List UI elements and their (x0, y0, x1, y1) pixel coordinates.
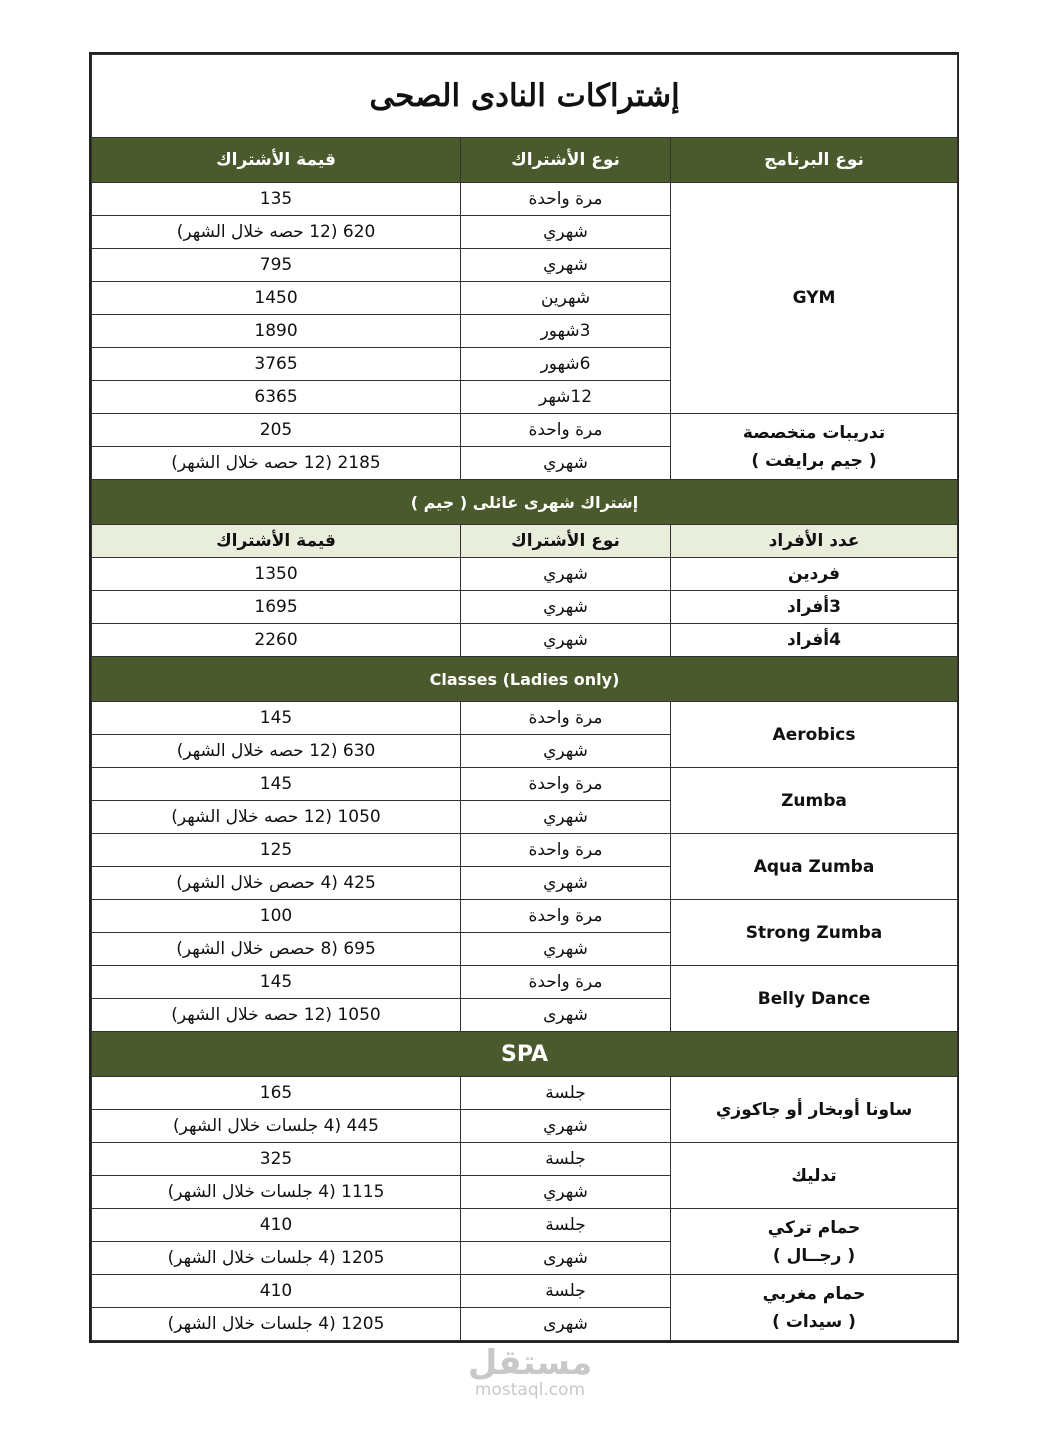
table-row (92, 834, 958, 867)
price-cell: 425 (4 حصص خلال الشهر) (92, 867, 461, 900)
price-cell: 145 (92, 702, 461, 735)
program-name-line2: ( جيم برايفت ) (751, 450, 877, 471)
main-header-row (92, 138, 958, 183)
sub-type-cell: جلسة (461, 1143, 671, 1176)
sub-type-cell: شهري (461, 591, 671, 624)
program-name-line2: ( سيدات ) (772, 1311, 856, 1332)
sub-type-cell: مرة واحدة (461, 768, 671, 801)
price-cell: 620 (12 حصه خلال الشهر) (92, 216, 461, 249)
price-cell: 1205 (4 جلسات خلال الشهر) (92, 1242, 461, 1275)
spa-section-title: SPA (92, 1032, 958, 1077)
price-cell: 100 (92, 900, 461, 933)
sub-type-cell: شهري (461, 1176, 671, 1209)
sub-type-cell: شهري (461, 249, 671, 282)
header-price: قيمة الأشتراك (92, 138, 461, 183)
program-name-line1: حمام مغربي (762, 1283, 866, 1304)
program-zumba: Zumba (671, 768, 958, 834)
sub-type-cell: 3شهور (461, 315, 671, 348)
members-cell: 4أفراد (671, 624, 958, 657)
program-turkish-bath (671, 1209, 958, 1275)
sub-type-cell: جلسة (461, 1275, 671, 1308)
price-cell: 1205 (4 جلسات خلال الشهر) (92, 1308, 461, 1341)
spa-section-row (92, 1032, 958, 1077)
program-gym: GYM (671, 183, 958, 414)
sub-type-cell: مرة واحدة (461, 900, 671, 933)
program-name-line1: تدريبات متخصصة (742, 422, 886, 443)
table-row (92, 183, 958, 216)
price-cell: 410 (92, 1275, 461, 1308)
header-program: نوع البرنامج (671, 138, 958, 183)
price-cell: 325 (92, 1143, 461, 1176)
price-cell: 6365 (92, 381, 461, 414)
table-row (92, 1209, 958, 1242)
price-cell: 630 (12 حصه خلال الشهر) (92, 735, 461, 768)
family-header-row (92, 525, 958, 558)
price-cell: 205 (92, 414, 461, 447)
sub-type-cell: مرة واحدة (461, 183, 671, 216)
sub-type-cell: شهري (461, 801, 671, 834)
table-row (92, 1275, 958, 1308)
price-cell: 795 (92, 249, 461, 282)
family-section-title: إشتراك شهرى عائلى ( جيم ) (92, 480, 958, 525)
sub-type-cell: مرة واحدة (461, 702, 671, 735)
price-cell: 445 (4 جلسات خلال الشهر) (92, 1110, 461, 1143)
classes-section-title: Classes (Ladies only) (92, 657, 958, 702)
sub-type-cell: شهرين (461, 282, 671, 315)
table-row (92, 624, 958, 657)
sub-type-cell: جلسة (461, 1077, 671, 1110)
program-name-line1: تدليك (791, 1165, 837, 1186)
table-row (92, 900, 958, 933)
price-cell: 145 (92, 768, 461, 801)
sub-type-cell: جلسة (461, 1209, 671, 1242)
price-cell: 125 (92, 834, 461, 867)
price-cell: 695 (8 حصص خلال الشهر) (92, 933, 461, 966)
program-moroccan-bath (671, 1275, 958, 1341)
sub-type-cell: شهرى (461, 999, 671, 1032)
price-cell: 2260 (92, 624, 461, 657)
sub-type-cell: مرة واحدة (461, 966, 671, 999)
program-name-line2: ( رجــال ) (772, 1245, 856, 1266)
sub-type-cell: شهري (461, 624, 671, 657)
price-cell: 135 (92, 183, 461, 216)
sub-type-cell: شهري (461, 1110, 671, 1143)
sub-type-cell: شهري (461, 447, 671, 480)
price-cell: 1115 (4 جلسات خلال الشهر) (92, 1176, 461, 1209)
program-name-line1: ساونا أوبخار أو جاكوزي (715, 1099, 913, 1120)
sub-type-cell: شهرى (461, 1242, 671, 1275)
price-cell: 1050 (12 حصه خلال الشهر) (92, 999, 461, 1032)
price-cell: 1450 (92, 282, 461, 315)
program-belly-dance: Belly Dance (671, 966, 958, 1032)
header-sub-type: نوع الأشتراك (461, 525, 671, 558)
program-sauna (671, 1077, 958, 1143)
classes-section-row (92, 657, 958, 702)
sub-type-cell: 6شهور (461, 348, 671, 381)
price-cell: 1695 (92, 591, 461, 624)
sub-type-cell: شهري (461, 867, 671, 900)
price-cell: 1890 (92, 315, 461, 348)
sub-type-cell: 12شهر (461, 381, 671, 414)
program-massage (671, 1143, 958, 1209)
header-sub-type: نوع الأشتراك (461, 138, 671, 183)
subscriptions-table (91, 54, 958, 1341)
program-aerobics: Aerobics (671, 702, 958, 768)
page-title: إشتراكات النادى الصحى (92, 55, 958, 138)
table-row (92, 414, 958, 447)
header-members: عدد الأفراد (671, 525, 958, 558)
program-specialized (671, 414, 958, 480)
members-cell: فردين (671, 558, 958, 591)
sub-type-cell: مرة واحدة (461, 834, 671, 867)
table-row (92, 702, 958, 735)
table-row (92, 966, 958, 999)
price-cell: 3765 (92, 348, 461, 381)
sub-type-cell: شهري (461, 735, 671, 768)
program-aqua-zumba: Aqua Zumba (671, 834, 958, 900)
watermark-arabic: مستقل (467, 1343, 593, 1383)
price-cell: 1350 (92, 558, 461, 591)
table-row (92, 1077, 958, 1110)
price-cell: 145 (92, 966, 461, 999)
subscriptions-sheet (89, 52, 959, 1343)
table-row (92, 558, 958, 591)
table-row (92, 591, 958, 624)
table-row (92, 1143, 958, 1176)
family-section-row (92, 480, 958, 525)
watermark-latin: mostaql.com (474, 1380, 586, 1400)
program-name-line1: حمام تركي (767, 1217, 861, 1238)
header-price: قيمة الأشتراك (92, 525, 461, 558)
price-cell: 165 (92, 1077, 461, 1110)
sub-type-cell: شهرى (461, 1308, 671, 1341)
sub-type-cell: مرة واحدة (461, 414, 671, 447)
watermark-logo (465, 1345, 595, 1399)
program-strong-zumba: Strong Zumba (671, 900, 958, 966)
price-cell: 410 (92, 1209, 461, 1242)
title-row (92, 55, 958, 138)
sub-type-cell: شهري (461, 558, 671, 591)
sub-type-cell: شهري (461, 933, 671, 966)
sub-type-cell: شهري (461, 216, 671, 249)
price-cell: 1050 (12 حصه خلال الشهر) (92, 801, 461, 834)
table-row (92, 768, 958, 801)
members-cell: 3أفراد (671, 591, 958, 624)
price-cell: 2185 (12 حصه خلال الشهر) (92, 447, 461, 480)
